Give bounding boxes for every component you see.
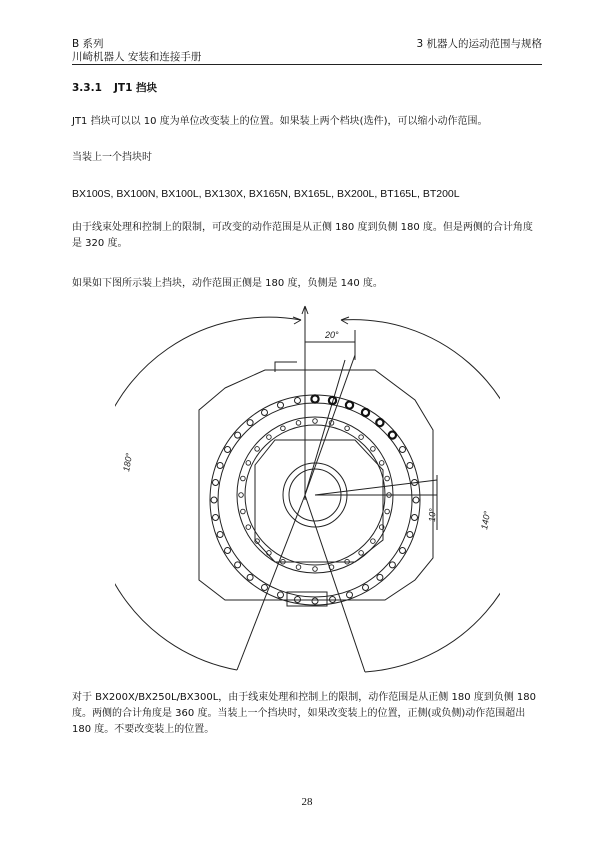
bolt-hole [385,509,390,514]
paragraph-stopper-intro: JT1 挡块可以以 10 度为单位改变装上的位置。如果装上两个档块(选件)，可以缩小动作范围。 [72,116,488,127]
section-heading [72,80,542,96]
paragraph-range-limit: 由于线束处理和控制上的限制，可改变的动作范围是从正侧 180 度到负侧 180 度。但是两侧的合计角度是 320 度。 [72,222,533,249]
model-list: BX100S, BX100N, BX100L, BX130X, BX165N, BX165L, BX200L, BT165L, BT200L [72,188,460,200]
bolt-hole [379,461,384,466]
angle-ref-line [315,480,437,495]
paragraph-one-stopper: 当装上一个挡块时 [72,152,152,163]
bolt-hole [407,532,413,538]
bolt-hole [255,447,260,452]
bolt-hole [235,432,241,438]
stopper-line [305,360,345,495]
bolt-hole [346,402,353,409]
header-chapter: 3 机器人的运动范围与规格 [416,38,542,50]
bolt-hole [313,567,318,572]
page-number: 28 [301,796,313,808]
header-series: B 系列 [72,38,104,50]
bolt-hole [267,435,272,440]
range-arc-positive [341,320,500,672]
bolt-hole [389,432,396,439]
bolt-hole [262,585,268,591]
bolt-hole [235,562,241,568]
bolt-hole [377,574,383,580]
paragraph-bx200x-note: 对于 BX200X/BX250L/BX300L，由于线束处理和控制上的限制，动作范围是从正侧 180 度到负侧 180 度。两侧的合计角度是 360 度。当装上一个挡块时，如果改变装上的位置，正侧(或负侧)动作范围超出 180 度。不要改变装上的位置。 [72,692,537,735]
bolt-hole [246,525,251,530]
bolt-hole [296,421,301,426]
paragraph-figure-intro: 如果如下图所示装上挡块，动作范围正侧是 180 度，负侧是 140 度。 [72,278,383,289]
bolt-hole [376,419,383,426]
section-number: 3.3.1 [72,82,102,94]
bolt-hole [412,515,418,521]
bolt-hole [413,497,419,503]
angle-label-180: 180° [121,452,135,473]
bolt-hole [213,515,219,521]
range-line-left [237,495,305,670]
bolt-hole [225,548,231,554]
bolt-hole [217,532,223,538]
bolt-hole [400,548,406,554]
bolt-hole [295,398,301,404]
bolt-hole [407,463,413,469]
bolt-hole [311,395,318,402]
angle-label-140: 140° [479,510,493,531]
inner-body [255,440,383,562]
bolt-hole [246,461,251,466]
bolt-hole [241,476,246,481]
bolt-hole [262,410,268,416]
bolt-hole [371,447,376,452]
bolt-hole [247,574,253,580]
bolt-hole [247,420,253,426]
bolt-hole [385,476,390,481]
bolt-hole [296,565,301,570]
bolt-hole [345,426,350,431]
bolt-hole [389,562,395,568]
jt1-stopper-diagram [115,300,500,690]
bolt-hole [225,447,231,453]
bolt-hole [363,585,369,591]
page-header-left [72,38,201,64]
bolt-hole [278,592,284,598]
angle-label-10: 10° [427,508,438,523]
bolt-hole [362,409,369,416]
bolt-hole [359,551,364,556]
bolt-hole [217,463,223,469]
header-manual-title: 川崎机器人 安装和连接手册 [72,51,202,63]
bolt-hole [239,493,244,498]
bolt-hole [213,480,219,486]
bolt-hole [347,592,353,598]
bolt-hole [359,435,364,440]
bolt-hole [278,402,284,408]
header-divider [72,64,542,65]
arrowhead [341,317,349,324]
bolt-hole [281,426,286,431]
angle-label-20: 20° [325,330,339,340]
bolt-hole [312,598,318,604]
range-line-right [305,495,365,672]
bolt-hole [371,539,376,544]
section-title: JT1 挡块 [114,82,158,94]
bolt-hole [313,419,318,424]
bolt-hole [400,447,406,453]
bolt-hole [241,509,246,514]
bolt-hole [211,497,217,503]
arrowhead [293,317,301,324]
